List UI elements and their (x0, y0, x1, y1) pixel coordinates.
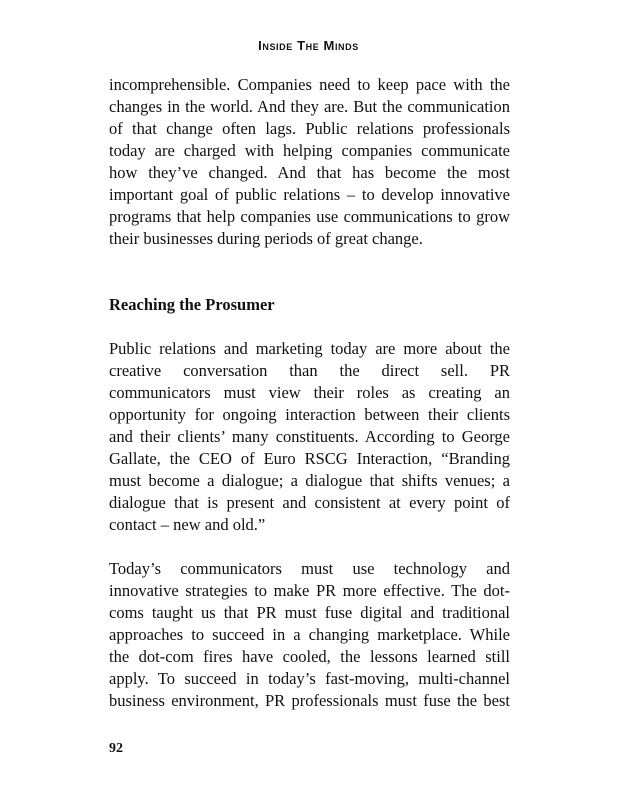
text-line: important goal of public relations – to develop innovative (109, 185, 510, 204)
text-line: communicators must view their roles as creating an (109, 383, 510, 402)
page-number: 92 (109, 741, 123, 756)
body-text (109, 74, 510, 712)
text-line: incomprehensible. Companies need to keep pace with the (109, 75, 510, 94)
text-line: today are charged with helping companies communicate (109, 141, 510, 160)
text-line: opportunity for ongoing interaction between their clients (109, 405, 510, 424)
text-line: Today’s communicators must use technology and (109, 559, 510, 578)
text-line: apply. To succeed in today’s fast-moving, multi-channel (109, 669, 510, 688)
text-line: business environment, PR professionals must fuse the best (109, 691, 510, 710)
text-line: Public relations and marketing today are more about the (109, 339, 510, 358)
running-head: Inside The Minds (258, 38, 359, 53)
text-line: the dot-com fires have cooled, the lessons learned still (109, 647, 510, 666)
text-line: programs that help companies use communications to grow (109, 207, 510, 226)
text-line: must become a dialogue; a dialogue that shifts venues; a (109, 471, 510, 490)
text-line: creative conversation than the direct sell. PR (109, 361, 510, 380)
text-line: Gallate, the CEO of Euro RSCG Interaction, “Branding (109, 449, 510, 468)
text-line: innovative strategies to make PR more effective. The dot- (109, 581, 510, 600)
paragraph-intro (109, 74, 510, 250)
text-line: of that change often lags. Public relations professionals (109, 119, 510, 138)
text-line: approaches to succeed in a changing marketplace. While (109, 625, 510, 644)
paragraph-conversation (109, 338, 510, 536)
text-line: and their clients’ many constituents. According to George (109, 427, 510, 446)
text-line: dialogue that is present and consistent at every point of (109, 493, 510, 512)
text-line: changes in the world. And they are. But the communication (109, 97, 510, 116)
section-heading: Reaching the Prosumer (109, 295, 275, 314)
text-line: how they’ve changed. And that has become the most (109, 163, 510, 182)
text-line: their businesses during periods of great change. (109, 229, 423, 248)
text-line: coms taught us that PR must fuse digital and traditional (109, 603, 510, 622)
paragraph-technology (109, 558, 510, 712)
text-line: contact – new and old.” (109, 515, 266, 534)
